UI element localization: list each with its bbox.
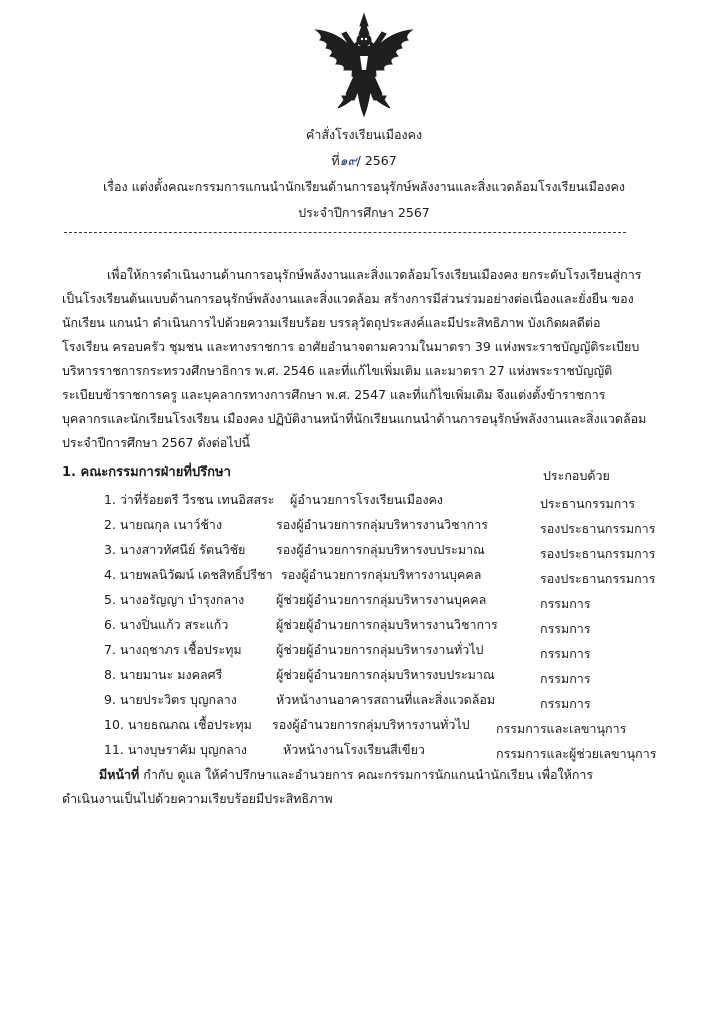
member-position: รองผู้อำนวยการกลุ่มบริหารงบประมาณ [276, 542, 485, 557]
member-role: รองประธานกรรมการ [540, 571, 656, 586]
member-name: 6. นางปิ่นแก้ว สระแก้ว [104, 617, 229, 632]
paragraph-line: เป็นโรงเรียนต้นแบบด้านการอนุรักษ์พลังงานและสิ่งแวดล้อม สร้างการมีส่วนร่วมอย่างต่อเนื่องและยั่งยืน ของ [62, 291, 634, 306]
member-name: 11. นางบุษราคัม บุญกลาง [104, 742, 247, 757]
member-name: 3. นางสาวทัศนีย์ รัตนวิชัย [104, 542, 246, 557]
duty-line: ดำเนินงานเป็นไปด้วยความเรียบร้อยมีประสิทธิภาพ [62, 791, 333, 806]
member-role: ประธานกรรมการ [540, 496, 636, 511]
order-number-handwritten: ๑๙ [339, 153, 357, 168]
paragraph-line: ระเบียบข้าราชการครู และบุคลากรทางการศึกษา พ.ศ. 2547 และที่แก้ไขเพิ่มเติม จึงแต่งตั้งข้าราชการ [62, 387, 606, 402]
order-subject: เรื่อง แต่งตั้งคณะกรรมการแกนนำนักเรียนด้านการอนุรักษ์พลังงานและสิ่งแวดล้อมโรงเรียนเมืองคง [103, 179, 625, 194]
member-position: ผู้ช่วยผู้อำนวยการกลุ่มบริหารงานวิชาการ [276, 617, 498, 632]
paragraph-line: บุคลากรและนักเรียนโรงเรียน เมืองคง ปฏิบัติงานหน้าที่นักเรียนแกนนำด้านการอนุรักษ์พลังงานและสิ่งแวดล้อม [62, 411, 647, 426]
member-position: ผู้อำนวยการโรงเรียนเมืองคง [290, 492, 444, 507]
member-position: ผู้ช่วยผู้อำนวยการกลุ่มบริหารงานทั่วไป [276, 642, 484, 657]
member-position: รองผู้อำนวยการกลุ่มบริหารงานบุคคล [281, 567, 482, 582]
academic-year-line: ประจำปีการศึกษา 2567 [298, 205, 430, 220]
garuda-emblem [308, 12, 420, 120]
duty-label: มีหน้าที่ [99, 767, 140, 782]
member-position: ผู้ช่วยผู้อำนวยการกลุ่มบริหารงานบุคคล [276, 592, 487, 607]
order-title: คำสั่งโรงเรียนเมืองคง [305, 127, 423, 142]
paragraph-line: ประจำปีการศึกษา 2567 ดังต่อไปนี้ [62, 435, 251, 450]
member-position: รองผู้อำนวยการกลุ่มบริหารงานวิชาการ [276, 517, 488, 532]
duty-line [99, 765, 593, 785]
member-name: 8. นายมานะ มงคลศรี [104, 667, 223, 682]
member-role: กรรมการ [540, 646, 591, 661]
order-number [0, 151, 728, 171]
member-role: กรรมการและเลขานุการ [496, 721, 627, 736]
member-position: หัวหน้างานอาคารสถานที่และสิ่งแวดล้อม [276, 692, 496, 707]
member-position: หัวหน้างานโรงเรียนสีเขียว [283, 742, 425, 757]
duty-text: กำกับ ดูแล ให้คำปรึกษาและอำนวยการ คณะกรรมการนักแกนนำนักเรียน เพื่อให้การ [139, 767, 594, 782]
member-role: กรรมการ [540, 621, 591, 636]
member-role: รองประธานกรรมการ [540, 546, 656, 561]
member-position: ผู้ช่วยผู้อำนวยการกลุ่มบริหารงบประมาณ [276, 667, 495, 682]
member-role: กรรมการ [540, 596, 591, 611]
order-number-year: / 2567 [356, 153, 397, 168]
member-role: กรรมการและผู้ช่วยเลขานุการ [496, 746, 657, 761]
member-name: 5. นางอรัญญา บำรุงกลาง [104, 592, 245, 607]
order-number-prefix: ที่ [331, 153, 340, 168]
paragraph-line: โรงเรียน ครอบครัว ชุมชน และทางราชการ อาศัยอำนาจตามความในมาตรา 39 แห่งพระราชบัญญัติระเบียบ [62, 339, 640, 354]
section-comprised-of: ประกอบด้วย [543, 468, 610, 483]
paragraph-line: เพื่อให้การดำเนินงานด้านการอนุรักษ์พลังงานและสิ่งแวดล้อมโรงเรียนเมืองคง ยกระดับโรงเรียนสู่การ [107, 267, 642, 282]
member-name: 7. นางฤชาภร เชื้อประทุม [104, 642, 242, 657]
section-heading: 1. คณะกรรมการฝ่ายที่ปรึกษา [62, 465, 231, 480]
member-position: รองผู้อำนวยการกลุ่มบริหารงานทั่วไป [272, 717, 470, 732]
paragraph-line: นักเรียน แกนนำ ดำเนินการไปด้วยความเรียบร้อย บรรลุวัตถุประสงค์และมีประสิทธิภาพ บังเกิดผลดีต่อ [62, 315, 601, 330]
member-name: 10. นายธณภณ เชื้อประทุม [104, 717, 252, 732]
member-name: 9. นายประวิตร บุญกลาง [104, 692, 237, 707]
member-role: กรรมการ [540, 671, 591, 686]
member-role: กรรมการ [540, 696, 591, 711]
member-name: 1. ว่าที่ร้อยตรี วีรชน เทนอิสสระ [104, 492, 275, 507]
member-role: รองประธานกรรมการ [540, 521, 656, 536]
header-divider [64, 232, 626, 233]
member-name: 4. นายพลนิวัฒน์ เดชสิทธิ์ปรีชา [104, 567, 273, 582]
member-name: 2. นายณกุล เนาว์ช้าง [104, 517, 223, 532]
paragraph-line: บริหารราชการกระทรวงศึกษาธิการ พ.ศ. 2546 และที่แก้ไขเพิ่มเติม และมาตรา 27 แห่งพระราชบัญญัติ [62, 363, 613, 378]
